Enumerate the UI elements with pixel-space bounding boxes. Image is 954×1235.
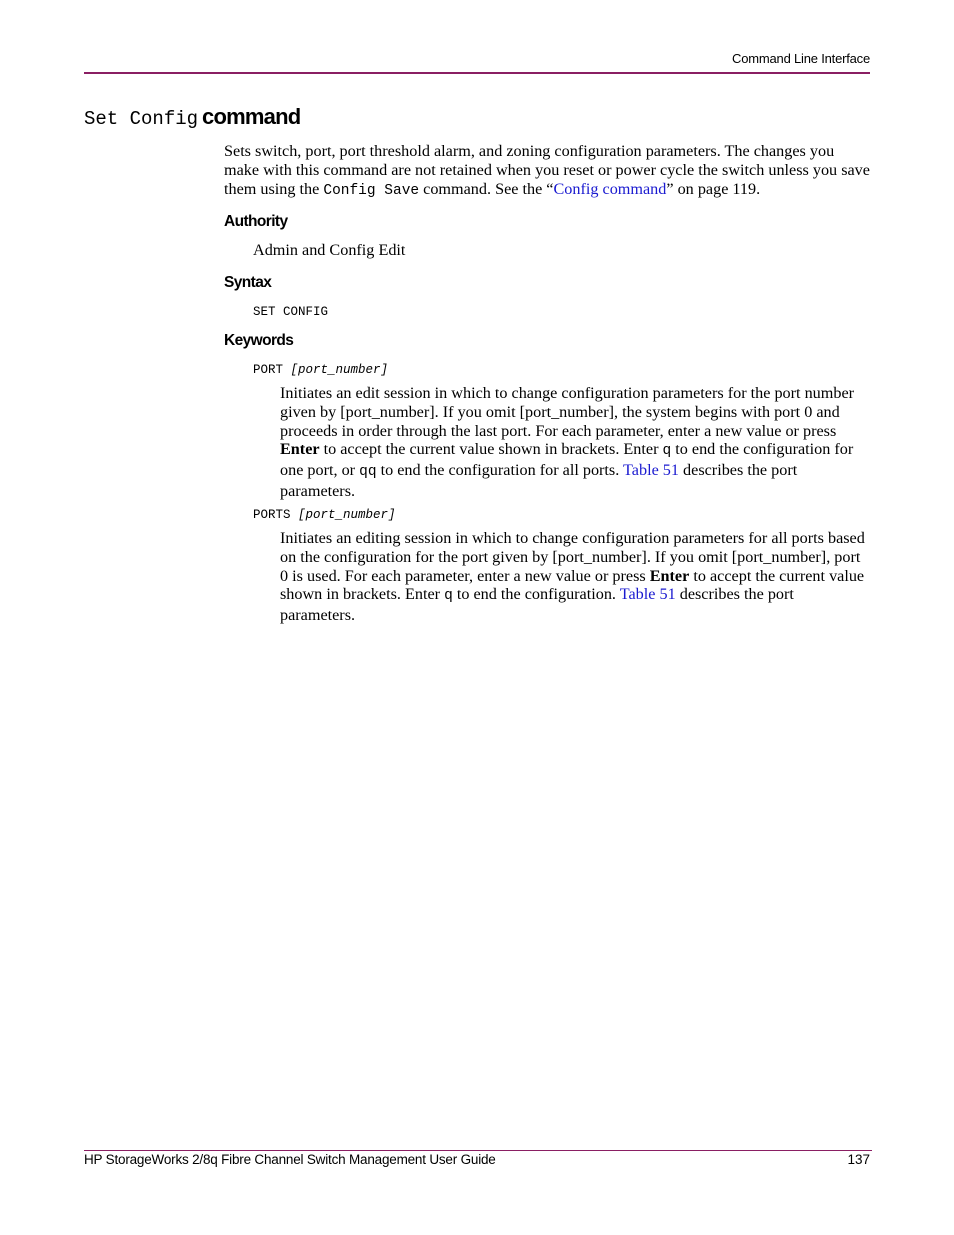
inline-code: Config Save	[323, 183, 420, 199]
footer-rule	[84, 1150, 872, 1151]
config-command-link[interactable]: Config command	[553, 180, 667, 198]
table-51-link[interactable]: Table 51	[623, 461, 679, 480]
authority-text: Admin and Config Edit	[253, 241, 406, 259]
running-header: Command Line Interface	[732, 51, 870, 66]
keyword-ports: PORTS [port_number]	[253, 508, 396, 522]
section-command: Set Config	[84, 108, 199, 130]
keyword-port: PORT [port_number]	[253, 363, 389, 377]
syntax-code: SET CONFIG	[253, 305, 329, 319]
intro-paragraph: Sets switch, port, port threshold alarm, and zoning configuration parameters. The changes you make with this command are not retained when you reset or power cycle the switch unless you save them using the Config Save command. See the “Config command” on page 119.	[224, 142, 870, 199]
section-title	[84, 104, 300, 130]
keywords-heading: Keywords	[224, 332, 294, 349]
header-rule	[84, 72, 870, 74]
table-51-link[interactable]: Table 51	[619, 585, 676, 604]
authority-heading: Authority	[224, 213, 288, 230]
keyword-param: [port_number]	[298, 508, 396, 522]
footer-title: HP StorageWorks 2/8q Fibre Channel Switch Management User Guide	[84, 1152, 496, 1167]
section-word: command	[202, 104, 301, 129]
keyword-ports-description: Initiates an editing session in which to change configuration parameters for all ports based on the configuration for the port given by [port_number]. If you omit [port_number], port 0 is used. For each parameter, enter a new value or press Enter to accept the current value shown in brackets. Enter q to end the configuration. Table 51 describes the port parameters.	[280, 529, 865, 625]
page-number: 137	[847, 1152, 870, 1167]
syntax-heading: Syntax	[224, 274, 272, 291]
keyword-param: [port_number]	[290, 363, 389, 377]
keyword-port-description: Initiates an edit session in which to change configuration parameters for the port number given by [port_number]. If you omit [port_number], the system begins with port 0 and proceeds in order through the last port. For each parameter, enter a new value or press Enter to accept the current value shown in brackets. Enter q to end the configuration for one port, or qq to end the configuration for all ports. Table 51 describes the port parameters.	[280, 384, 855, 500]
